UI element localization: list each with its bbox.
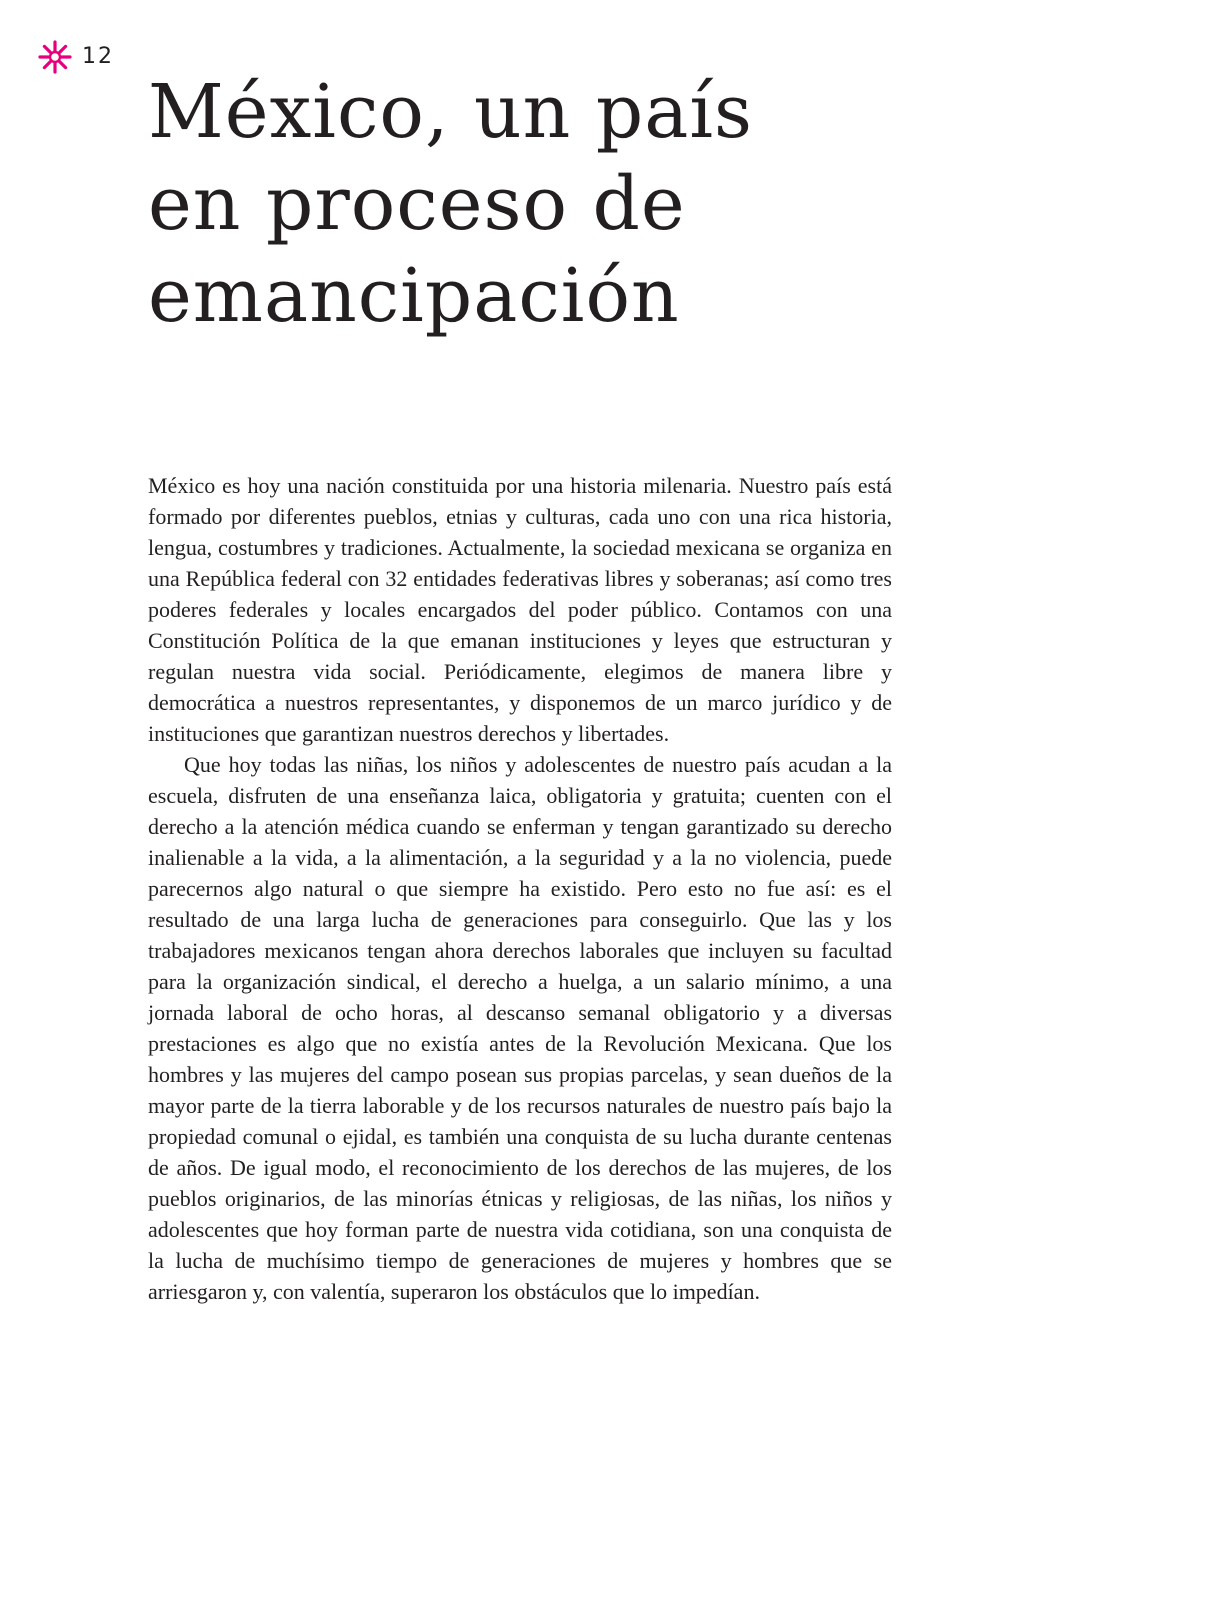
page-title: [148, 66, 948, 342]
asterisk-flower-icon: [38, 40, 72, 74]
title-line: en proceso de: [148, 161, 686, 247]
paragraph: Que hoy todas las niñas, los niños y adolescentes de nuestro país acudan a la escuela, disfruten de una enseñanza laica, obligatoria y gratuita; cuenten con el derecho a la atención médica cuando se enferman y tengan garantizado su derecho inalienable a la vida, a la alimentación, a la seguridad y a la no violencia, puede parecernos algo natural o que siempre ha existido. Pero esto no fue así: es el resultado de una larga lucha de generaciones para conseguirlo. Que las y los trabajadores mexicanos tengan ahora derechos laborales que incluyen su facultad para la organización sindical, el derecho a huelga, a un salario mínimo, a una jornada laboral de ocho horas, al descanso semanal obligatorio y a diversas prestaciones es algo que no existía antes de la Revolución Mexicana. Que los hombres y las mujeres del campo posean sus propias parcelas, y sean dueños de la mayor parte de la tierra laborable y de los recursos naturales de nuestro país bajo la propiedad comunal o ejidal, es también una conquista de su lucha durante centenas de años. De igual modo, el reconocimiento de los derechos de las mujeres, de los pueblos originarios, de las minorías étnicas y religiosas, de las niñas, los niños y adolescentes que hoy forman parte de nuestra vida cotidiana, son una conquista de la lucha de muchísimo tiempo de generaciones de mujeres y hombres que se arriesgaron y, con valentía, superaron los obstáculos que lo impedían.: [148, 752, 892, 1304]
page-number: 12: [82, 44, 114, 69]
body-text: [148, 470, 892, 1307]
page-marker: [38, 40, 114, 74]
paragraph: México es hoy una nación constituida por una historia milenaria. Nuestro país está formado por diferentes pueblos, etnias y culturas, cada uno con una rica historia, lengua, costumbres y tradiciones. Actualmente, la sociedad mexicana se organiza en una República federal con 32 entidades federativas libres y soberanas; así como tres poderes federales y locales encargados del poder público. Contamos con una Constitución Política de la que emanan instituciones y leyes que estructuran y regulan nuestra vida social. Periódicamente, elegimos de manera libre y democrática a nuestros representantes, y disponemos de un marco jurídico y de instituciones que garantizan nuestros derechos y libertades.: [148, 473, 892, 746]
title-line: emancipación: [148, 253, 680, 339]
title-line: México, un país: [148, 69, 753, 155]
